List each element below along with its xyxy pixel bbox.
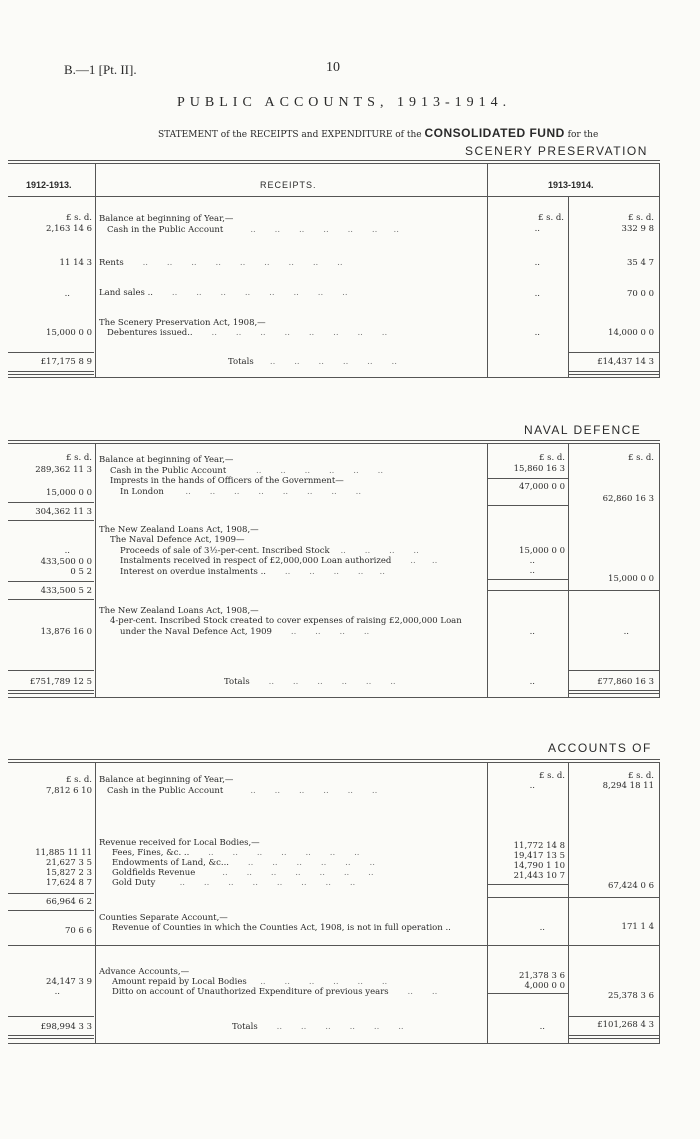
col-header-curr-year: 1913-1914. <box>548 180 594 190</box>
row-label: Advance Accounts,— <box>99 967 190 977</box>
prev-subtotal: 304,362 11 3 <box>35 507 92 517</box>
col-header-receipts: RECEIPTS. <box>260 180 317 190</box>
cur-value: 11,772 14 8 <box>513 841 565 851</box>
prev-rents: 11 14 3 <box>59 258 92 268</box>
prev-imprests: 15,000 0 0 <box>46 488 92 498</box>
prev-value: 13,876 16 0 <box>40 627 92 637</box>
col-header-prev-year: 1912-1913. <box>26 180 72 190</box>
rule <box>8 520 94 521</box>
row-label: The New Zealand Loans Act, 1908,— <box>99 525 259 535</box>
tot-value: 171 1 4 <box>621 922 654 932</box>
tot-subheader: £ s. d. <box>627 453 654 463</box>
cur-value: .. <box>529 627 535 637</box>
section-title-scenery: SCENERY PRESERVATION <box>465 144 648 158</box>
tot-value: 15,000 0 0 <box>608 574 654 584</box>
rule <box>569 690 659 694</box>
row-label: Rents .. .. .. .. .. .. .. .. .. <box>99 258 343 268</box>
row-sublabel: Instalments received in respect of £2,000,000 Loan authorized .. .. <box>120 556 438 566</box>
prev-value: .. <box>54 987 60 997</box>
prev-debentures: 15,000 0 0 <box>46 328 92 338</box>
col-divider <box>95 163 96 378</box>
prev-cash: 7,812 6 10 <box>46 786 92 796</box>
cur-value: 21,443 10 7 <box>513 871 565 881</box>
col-divider <box>95 762 96 1044</box>
prev-subtotal: 66,964 6 2 <box>46 897 92 907</box>
col-divider <box>659 443 660 698</box>
col-divider <box>568 762 569 1044</box>
col-divider <box>568 196 569 378</box>
cur-value: .. <box>534 289 540 299</box>
curr-grand-total: £14,437 14 3 <box>597 357 654 367</box>
rev-item-label: Endowments of Land, &c... .. .. .. .. .. .. <box>112 858 375 868</box>
page-number: 10 <box>326 60 340 75</box>
tot-value: 332 9 8 <box>621 224 654 234</box>
rule <box>488 579 568 580</box>
row-label: Balance at beginning of Year,— <box>99 775 234 785</box>
rev-item-label: Goldfields Revenue .. .. .. .. .. .. .. <box>112 868 374 878</box>
row-label: Land sales .. .. .. .. .. .. .. .. .. <box>99 288 348 298</box>
tot-value: 70 0 0 <box>626 289 654 299</box>
tot-balance: 62,860 16 3 <box>602 494 654 504</box>
col-divider <box>659 762 660 1044</box>
table-bottom-rule <box>8 1043 660 1044</box>
statement-line <box>158 126 598 140</box>
rule <box>569 352 659 353</box>
tot-value: .. <box>623 627 629 637</box>
rule <box>569 1035 659 1039</box>
rule <box>8 599 94 600</box>
cur-subheader: £ s. d. <box>538 771 565 781</box>
row-label: The New Zealand Loans Act, 1908,— <box>99 606 259 616</box>
col-divider <box>487 163 488 378</box>
row-label: Balance at beginning of Year,— <box>99 455 234 465</box>
prev-value: 11,885 11 11 <box>35 848 92 858</box>
cur-cash: 15,860 16 3 <box>513 464 565 474</box>
row-sublabel: Ditto on account of Unauthorized Expenditure of previous years .. .. <box>112 987 438 997</box>
tot-value: 25,378 3 6 <box>608 991 654 1001</box>
prev-grand-total: £98,994 3 3 <box>40 1022 92 1032</box>
cur-value: 19,417 13 5 <box>513 851 565 861</box>
cur-value: .. <box>529 556 535 566</box>
cur-subheader: £ s. d. <box>537 213 564 223</box>
tot-subheader: £ s. d. <box>627 771 654 781</box>
rev-item-label: Fees, Fines, &c. .. .. .. .. .. .. .. .. <box>112 848 360 858</box>
cur-value: 14,790 1 10 <box>513 861 565 871</box>
prev-value: 433,500 0 0 <box>40 557 92 567</box>
row-sublabel: Amount repaid by Local Bodies .. .. .. .. .. .. <box>112 977 388 987</box>
row-label: The Scenery Preservation Act, 1908,— <box>99 318 266 328</box>
row-label: Balance at beginning of Year,— <box>99 214 234 224</box>
rule <box>488 478 568 479</box>
table-top-rule <box>8 440 660 444</box>
cur-imprests: 47,000 0 0 <box>519 482 565 492</box>
cur-value: 15,000 0 0 <box>519 546 565 556</box>
prev-cash: 289,362 11 3 <box>35 465 92 475</box>
prev-subtotal: 433,500 5 2 <box>40 586 92 596</box>
cur-total: .. <box>539 1022 545 1032</box>
prev-value: 21,627 3 5 <box>46 858 92 868</box>
prev-value: .. <box>64 546 70 556</box>
statement-prefix: STATEMENT of the RECEIPTS and EXPENDITURE of the <box>158 130 422 140</box>
table-bottom-rule <box>8 377 660 378</box>
rule <box>8 670 94 671</box>
rule <box>8 1035 94 1039</box>
section-title-naval: NAVAL DEFENCE <box>524 423 642 437</box>
curr-grand-total: £101,268 4 3 <box>597 1020 654 1030</box>
rule <box>488 897 660 898</box>
col-divider <box>659 163 660 378</box>
prev-grand-total: £17,175 8 9 <box>40 357 92 367</box>
rule <box>8 371 94 375</box>
table-top-rule <box>8 160 660 164</box>
prev-value: 17,624 8 7 <box>46 878 92 888</box>
row-sublabel: The Naval Defence Act, 1909— <box>110 535 245 545</box>
section-title-accounts: ACCOUNTS OF <box>548 741 652 755</box>
rule <box>8 945 660 946</box>
curr-grand-total: £77,860 16 3 <box>597 677 654 687</box>
rule <box>8 502 94 503</box>
row-sublabel: In London .. .. .. .. .. .. .. .. <box>120 487 362 497</box>
rule <box>8 352 94 353</box>
tot-value: 35 4 7 <box>626 258 654 268</box>
cur-subheader: £ s. d. <box>538 453 565 463</box>
row-sublabel: under the Naval Defence Act, 1909 .. .. .. .. <box>120 627 370 637</box>
row-sublabel: Interest on overdue instalments .. .. .. .. .. .. <box>120 567 385 577</box>
totals-label: Totals .. .. .. .. .. .. <box>228 357 397 367</box>
cur-value: .. <box>534 258 540 268</box>
rule <box>569 1016 659 1017</box>
prev-value: 0 5 2 <box>70 567 92 577</box>
totals-label: Totals .. .. .. .. .. .. <box>232 1022 404 1032</box>
cur-value: 4,000 0 0 <box>524 981 565 991</box>
rule <box>488 884 568 885</box>
statement-suffix: for the <box>567 130 599 140</box>
col-divider <box>568 443 569 698</box>
tot-balance: 8,294 18 11 <box>602 781 654 791</box>
subheader-lsd: £ s. d. <box>65 213 92 223</box>
row-label: Counties Separate Account,— <box>99 913 228 923</box>
tot-subheader: £ s. d. <box>627 213 654 223</box>
cur-value: .. <box>539 923 545 933</box>
cur-value: .. <box>529 566 535 576</box>
rule <box>8 581 94 582</box>
row-sublabel: Cash in the Public Account .. .. .. .. .. .. <box>110 466 384 476</box>
rule <box>8 893 94 894</box>
row-sublabel: Cash in the Public Account .. .. .. .. .. .. .. <box>107 225 399 235</box>
fund-name: CONSOLIDATED FUND <box>424 126 565 140</box>
prev-value: 15,827 2 3 <box>46 868 92 878</box>
row-sublabel: Imprests in the hands of Officers of the Government— <box>110 476 344 486</box>
prev-land: .. <box>64 289 70 299</box>
rule <box>488 505 568 506</box>
rule <box>8 1016 94 1017</box>
row-label: Revenue received for Local Bodies,— <box>99 838 260 848</box>
prev-grand-total: £751,789 12 5 <box>29 677 92 687</box>
cur-value: .. <box>534 328 540 338</box>
rule <box>569 670 659 671</box>
header-bottom-rule <box>8 196 660 197</box>
prev-value: 70 6 6 <box>64 926 92 936</box>
rule <box>488 993 568 994</box>
cur-value: 21,378 3 6 <box>519 971 565 981</box>
cur-value: .. <box>529 781 535 791</box>
rule <box>488 590 660 591</box>
row-sublabel: Debentures issued.. .. .. .. .. .. .. .. .. <box>107 328 388 338</box>
row-sublabel: Revenue of Counties in which the Counties Act, 1908, is not in full operation .. <box>112 923 451 933</box>
prev-balance: 2,163 14 6 <box>46 224 92 234</box>
rule <box>8 690 94 694</box>
tot-value: 67,424 0 6 <box>608 881 654 891</box>
rule <box>8 910 94 911</box>
table-top-rule <box>8 759 660 763</box>
page-reference: B.—1 [Pt. II]. <box>64 62 137 77</box>
totals-label: Totals .. .. .. .. .. .. <box>224 677 396 687</box>
col-divider <box>95 443 96 698</box>
row-sublabel: Proceeds of sale of 3½-per-cent. Inscribed Stock .. .. .. .. <box>120 546 419 556</box>
prev-value: 24,147 3 9 <box>46 977 92 987</box>
col-divider <box>487 443 488 698</box>
table-bottom-rule <box>8 697 660 698</box>
cur-value: .. <box>534 224 540 234</box>
tot-value: 14,000 0 0 <box>608 328 654 338</box>
rev-item-label: Gold Duty .. .. .. .. .. .. .. .. <box>112 878 356 888</box>
col-divider <box>487 762 488 1044</box>
rule <box>569 371 659 375</box>
row-sublabel: Cash in the Public Account .. .. .. .. .. .. <box>107 786 378 796</box>
row-sublabel: 4-per-cent. Inscribed Stock created to cover expenses of raising £2,000,000 Loan <box>110 616 462 626</box>
subheader-lsd: £ s. d. <box>65 453 92 463</box>
subheader-lsd: £ s. d. <box>65 775 92 785</box>
cur-total: .. <box>529 677 535 687</box>
page-title: PUBLIC ACCOUNTS, 1913-1914. <box>177 95 512 110</box>
